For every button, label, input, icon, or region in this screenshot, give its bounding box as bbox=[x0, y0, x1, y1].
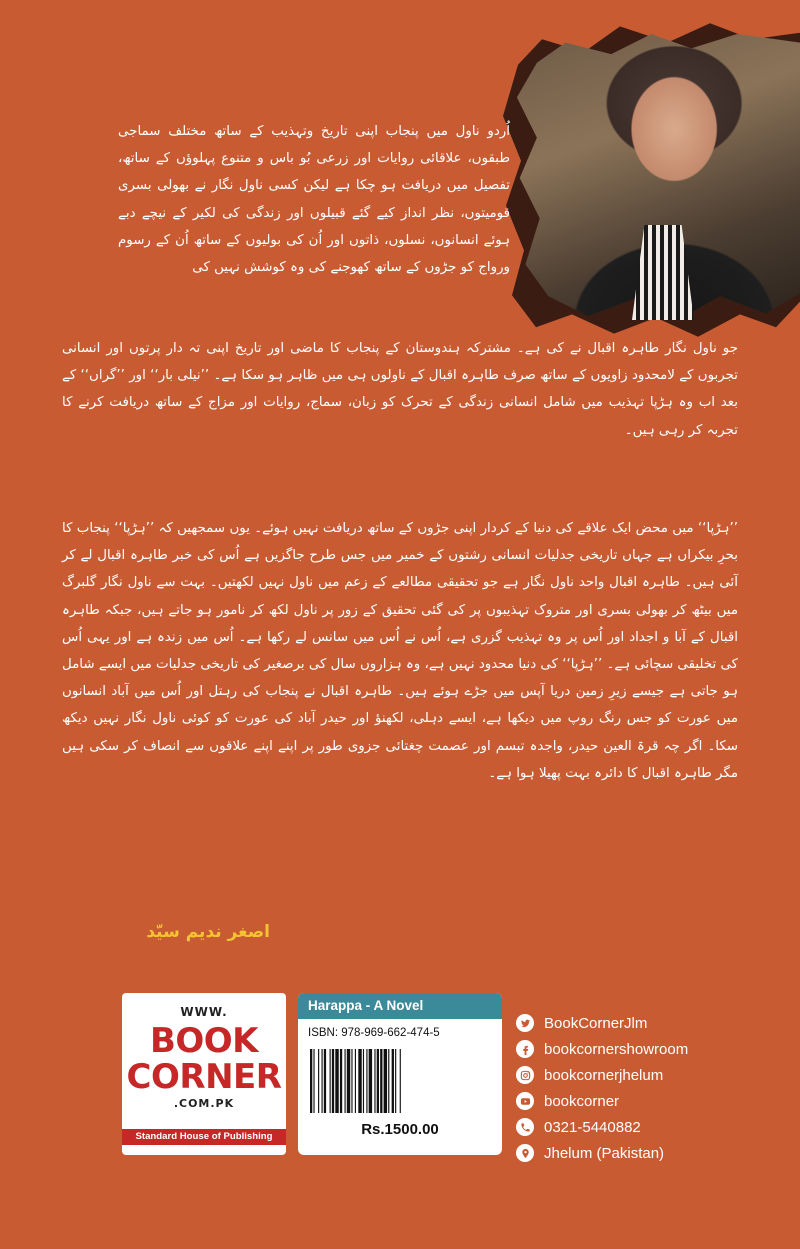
barcode-bar bbox=[330, 1049, 331, 1113]
contact-location[interactable] bbox=[516, 1140, 786, 1166]
contact-label: BookCornerJlm bbox=[544, 1014, 648, 1032]
logo-www: WWW. bbox=[180, 1005, 228, 1019]
contact-list bbox=[516, 1010, 786, 1166]
blurb-paragraph-1a: اُردو ناول میں پنجاب اپنی تاریخ وتہذیب کے ساتھ مختلف سماجی طبقوں، علاقائی روایات اور زرعی بُو باس و متنوع پہلوؤں کے ساتھ، تفصیل میں دریافت ہو چکا ہے لیکن کسی ناول نگار نے بھولی بسری قومیتوں، نظر انداز کیے گئے قبیلوں اور زندگی کی لکیر کے نیچے دبے ہوئے انسانوں، نسلوں، ذاتوں اور اُن کی بولیوں کے ساتھ اُن کے رسوم ورواج کو جڑوں کے ساتھ کھوجنے کی وہ کوشش نہیں کی bbox=[118, 124, 510, 276]
phone-icon bbox=[516, 1118, 534, 1136]
contact-label: bookcornershowroom bbox=[544, 1040, 689, 1058]
barcode-bar bbox=[380, 1049, 382, 1113]
barcode-graphic bbox=[310, 1049, 490, 1113]
barcode-bar bbox=[318, 1049, 319, 1113]
location-pin-icon bbox=[516, 1144, 534, 1162]
barcode-bar bbox=[363, 1049, 364, 1113]
barcode-bar bbox=[377, 1049, 379, 1113]
barcode-bar bbox=[351, 1049, 352, 1113]
barcode-bar bbox=[395, 1049, 396, 1113]
author-photo bbox=[500, 20, 800, 340]
contact-label: 0321-5440882 bbox=[544, 1118, 641, 1136]
author-signature: اصغر ندیم سیّد bbox=[146, 922, 270, 942]
barcode-bar bbox=[332, 1049, 334, 1113]
logo-book: BOOK bbox=[149, 1021, 259, 1061]
price: Rs.1500.00 bbox=[361, 1121, 439, 1138]
blurb-paragraph-1b: جو ناول نگار طاہرہ اقبال نے کی ہے۔ مشترکہ ہندوستان کے پنجاب کا ماضی اور تاریخ اپنی تہ دار پرتوں اور انسانی تجربوں کے لامحدود زاویوں کے ساتھ صرف طاہرہ اقبال کے ناولوں ہی میں ظاہر ہو سکا ہے۔ ’’نیلی بار‘‘ اور ’’گراں‘‘ کے بعد اب وہ ہڑپا تہذیب میں شامل انسانی زندگی کے تحرک کو زبان، سماج، روایات اور مزاج کے ساتھ دریافت کرنے کا تجربہ کر رہی ہیں۔ bbox=[62, 341, 738, 438]
barcode-bar bbox=[347, 1049, 350, 1113]
barcode-bar bbox=[310, 1049, 312, 1113]
logo-tagline: Standard House of Publishing bbox=[122, 1129, 286, 1145]
book-title: Harappa - A Novel bbox=[298, 993, 502, 1019]
publisher-logo bbox=[122, 993, 286, 1155]
barcode-card bbox=[298, 993, 502, 1155]
logo-domain: .COM.PK bbox=[173, 1097, 235, 1110]
youtube-icon bbox=[516, 1092, 534, 1110]
contact-phone[interactable] bbox=[516, 1114, 786, 1140]
barcode-bar bbox=[374, 1049, 375, 1113]
facebook-icon bbox=[516, 1040, 534, 1058]
contact-label: bookcorner bbox=[544, 1092, 620, 1110]
barcode-bar bbox=[322, 1049, 323, 1113]
contact-twitter[interactable] bbox=[516, 1010, 786, 1036]
barcode-bar bbox=[392, 1049, 394, 1113]
contact-instagram[interactable] bbox=[516, 1062, 786, 1088]
barcode-bar bbox=[366, 1049, 367, 1113]
contact-youtube[interactable] bbox=[516, 1088, 786, 1114]
barcode-bar bbox=[324, 1049, 326, 1113]
barcode-bar bbox=[340, 1049, 342, 1113]
barcode-bar bbox=[355, 1049, 356, 1113]
barcode-bar bbox=[335, 1049, 338, 1113]
barcode-bar bbox=[388, 1049, 389, 1113]
barcode-bar bbox=[384, 1049, 387, 1113]
blurb-paragraph-2: ’’ہڑپا‘‘ میں محض ایک علاقے کی دنیا کے کردار اپنی جڑوں کے ساتھ دریافت نہیں ہوئے۔ یوں سمجھیں کہ ’’ہڑپا‘‘ پنجاب کا بحرِ بیکراں ہے جہاں تاریخی جدلیات انسانی رشتوں کے خمیر میں جس طرح جاگزیں ہے اُس کی خبر طاہرہ اقبال لے کر آئی ہیں۔ طاہرہ اقبال واحد ناول نگار ہے جو تحقیقی مطالعے کے زعم میں ناول نہیں لکھتیں۔ بہت سے ناول نگار گلبرگ میں بیٹھ کر بھولی بسری اور متروک تہذیبوں پر کی گئی تحقیق کے زور پر ناول لکھ کر نامور ہو جاتے ہیں، جبکہ طاہرہ اقبال کے آبا و اجداد اور اُس پر وہ تہذیب گزری ہے، اُس نے اُس میں سانس لے رکھا ہے۔ اُس میں زندہ ہے اور یہی اُس کی تخلیقی سچائی ہے۔ ’’ہڑپا‘‘ کی دنیا محدود نہیں ہے، وہ ہزاروں سال کی برصغیر کی تاریخی جدلیات میں ایسے شامل ہو جاتی ہے جیسے زیرِ زمین دریا آپس میں جڑے ہوئے ہیں۔ طاہرہ اقبال نے پنجاب کی رہتل اور اُس میں آباد انسانوں میں عورت کو جس رنگ روپ میں دیکھا ہے، ایسے دہلی، لکھنؤ اور حیدر آباد کی عورت کو کوئی ناول نگار نہیں دیکھ سکا۔ اگر چہ قرۃ العین حیدر، واجدہ تبسم اور عصمت چغتائی جزوی طور پر اپنے اپنے علاقوں سے انصاف کر سکی ہیں مگر طاہرہ اقبال کا دائرہ بہت پھیلا ہوا ہے۔ bbox=[61, 521, 738, 781]
instagram-icon bbox=[516, 1066, 534, 1084]
isbn-text: ISBN: 978-969-662-474-5 bbox=[308, 1027, 440, 1039]
barcode-bar bbox=[313, 1049, 314, 1113]
twitter-icon bbox=[516, 1014, 534, 1032]
logo-corner: CORNER bbox=[126, 1057, 282, 1097]
contact-facebook[interactable] bbox=[516, 1036, 786, 1062]
contact-label: bookcornerjhelum bbox=[544, 1066, 664, 1084]
barcode-bar bbox=[358, 1049, 361, 1113]
barcode-bar bbox=[369, 1049, 372, 1113]
contact-label: Jhelum (Pakistan) bbox=[544, 1144, 665, 1162]
barcode-bar bbox=[400, 1049, 401, 1113]
barcode-bar bbox=[345, 1049, 346, 1113]
